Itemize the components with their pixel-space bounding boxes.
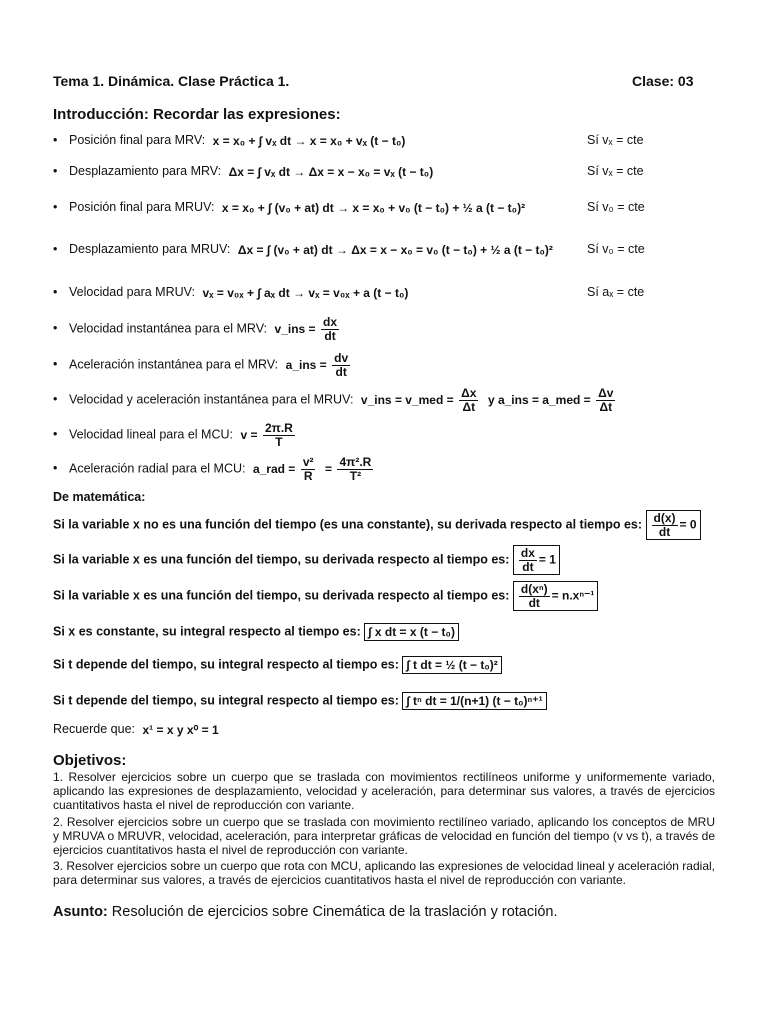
bullet-mrv-instant-velocity: • Velocidad instantánea para el MRV: v_ins = $\frac{dx}{dt}$ [53,315,338,343]
bullet-mruv-instant: • Velocidad y aceleración instantánea para el MRUV: v_ins = v_med = $\frac{\Delta x}{\Delta t}$ y a_ins = a_med = $\frac{\Delta v}{\Delta t}$ [53,386,614,414]
formula-lhs: v = [240,428,258,443]
fraction: $\frac{\text{v²}}{R}$ [302,455,314,483]
bullet-formula: vₓ = v₀ₓ + ∫ aₓ dt → vₓ = v₀ₓ + a (t − t₀) [202,285,409,300]
bullet-mcu-linear-velocity: • Velocidad lineal para el MCU: v = $\frac{2\pi.R}{T}$ [53,421,293,449]
rule-text: Si la variable x es una función del tiempo, su derivada respecto al tiempo es: [53,552,510,567]
bullet-condition: Sí vₓ = cte [587,164,644,178]
objetivos-heading: Objetivos: [53,752,127,769]
bullet-formula: x = x₀ + ∫ vₓ dt → x = x₀ + vₓ (t − t₀) [212,133,406,148]
formula-box: ∫ tⁿ dt = 1/(n+1) (t − t₀)ⁿ⁺¹ [402,692,546,710]
class-number: Clase: 03 [632,73,694,89]
formula-lhs: a_rad = [252,462,296,477]
bullet-condition: Sí vₓ = cte [587,133,644,147]
asunto-line [53,904,558,920]
objetivo-2: 2. Resolver ejercicios sobre un cuerpo que se traslada con movimiento rectilíneo variado, aplicando los conceptos de MRU y MRUVA o MRUVR, velocidad, aceleración, para interpretar gráficas de velocidad en función del tiempo (v vs t), a través de ejercicios cuantitativos hasta el nivel de reproducción con variante. [53,815,715,858]
objetivo-3: 3. Resolver ejercicios sobre un cuerpo que rota con MCU, aplicando las expresiones de velocidad lineal y aceleración radial, para determinar sus valores, a través de ejercicios cuantitativos hasta el nivel de reproducción con variante. [53,859,715,888]
fraction: $\frac{\Delta v}{\Delta t}$ [598,386,614,414]
rule-text: Si la variable x es una función del tiempo, su derivada respecto al tiempo es: [53,588,510,603]
formula-lhs: v_ins = v_med = [360,393,454,408]
intro-heading: Introducción: Recordar las expresiones: [53,106,341,123]
bullet-mruv-velocity: • Velocidad para MRUV: vₓ = v₀ₓ + ∫ aₓ dt → vₓ = v₀ₓ + a (t − t₀) [53,285,409,300]
bullet-formula: Δx = ∫ vₓ dt → Δx = x − x₀ = vₓ (t − t₀) [228,164,434,179]
math-rule-constant-integral [53,623,459,641]
objetivo-1: 1. Resolver ejercicios sobre un cuerpo que se traslada con movimientos rectilíneos uniforme y uniformemente variado, aplicando las expresiones de desplazamiento, velocidad y aceleración, para determinar sus valores, a través de ejercicios cuantitativos hasta el nivel de reproducción con variante. [53,770,715,813]
bullet-mcu-radial-acceleration: • Aceleración radial para el MCU: a_rad = $\frac{\text{v²}}{R}$ = $\frac{\text{4π².R}}{\text{T²}}$ [53,455,372,483]
bullet-label: Posición final para MRUV: [69,200,215,214]
bullet-label: Desplazamiento para MRV: [69,164,222,178]
asunto-text: Resolución de ejercicios sobre Cinemática de la traslación y rotación. [111,904,558,920]
fraction: $\frac{\text{4π².R}}{\text{T²}}$ [339,455,372,483]
recuerde-label: Recuerde que: [53,722,136,736]
formula-box: ∫ x dt = x (t − t₀) [364,623,459,641]
formula-lhs: a_ins = [285,358,327,373]
formula-box: $\frac{dx}{dt}$ = 1 [513,545,560,575]
fraction: $\frac{\Delta x}{\Delta t}$ [461,386,477,414]
recuerde-line [53,722,219,737]
bullet-mrv-instant-acceleration: • Aceleración instantánea para el MRV: a_ins = $\frac{dv}{dt}$ [53,351,349,379]
asunto-label: Asunto: [53,904,108,920]
bullet-formula: x = x₀ + ∫ (v₀ + at) dt → x = x₀ + v₀ (t − t₀) + ½ a (t − t₀)² [221,200,526,215]
formula-mid: y a_ins = a_med = [487,393,591,408]
bullet-condition: Sí v₀ = cte [587,200,645,214]
bullet-formula: Δx = ∫ (v₀ + at) dt → Δx = x − x₀ = v₀ (t − t₀) + ½ a (t − t₀)² [237,242,553,257]
math-rule-variable-derivative [53,545,560,575]
document-title: Tema 1. Dinámica. Clase Práctica 1. [53,73,290,89]
bullet-mruv-displacement: • Desplazamiento para MRUV: Δx = ∫ (v₀ + at) dt → Δx = x − x₀ = v₀ (t − t₀) + ½ a (t − t₀)² [53,242,553,257]
fraction: $\frac{dv}{dt}$ [334,351,349,379]
bullet-label: Velocidad y aceleración instantánea para el MRUV: [69,392,354,407]
bullet-label: Velocidad lineal para el MCU: [69,427,233,442]
bullet-mrv-position: • Posición final para MRV: x = x₀ + ∫ vₓ dt → x = x₀ + vₓ (t − t₀) [53,133,406,148]
math-rule-power-derivative [53,581,598,611]
rule-text: Si t depende del tiempo, su integral respecto al tiempo es: [53,693,399,708]
formula-box: ∫ t dt = ½ (t − t₀)² [402,656,501,674]
formula-mid: = [324,462,332,477]
math-rule-constant-derivative [53,510,701,540]
formula-box: $\frac{d(x)}{dt}$ = 0 [646,510,701,540]
recuerde-formula: x¹ = x y x⁰ = 1 [142,722,219,737]
bullet-label: Aceleración instantánea para el MRV: [69,357,279,372]
fraction: $\frac{dx}{dt}$ [323,315,338,343]
rule-text: Si x es constante, su integral respecto al tiempo es: [53,624,361,639]
rule-text: Si la variable x no es una función del tiempo (es una constante), su derivada respecto al tiempo es: [53,517,643,532]
math-heading: De matemática: [53,490,146,504]
math-rule-power-integral [53,692,547,710]
bullet-label: Desplazamiento para MRUV: [69,242,231,256]
math-rule-variable-integral [53,656,502,674]
formula-box: $\frac{\text{d(xⁿ)}}{dt}$ = n.xⁿ⁻¹ [513,581,599,611]
bullet-mrv-displacement: • Desplazamiento para MRV: Δx = ∫ vₓ dt → Δx = x − x₀ = vₓ (t − t₀) [53,164,434,179]
bullet-label: Aceleración radial para el MCU: [69,461,246,476]
formula-lhs: v_ins = [274,322,316,337]
rule-text: Si t depende del tiempo, su integral respecto al tiempo es: [53,657,399,672]
bullet-condition: Sí v₀ = cte [587,242,645,256]
bullet-mruv-position: • Posición final para MRUV: x = x₀ + ∫ (v₀ + at) dt → x = x₀ + v₀ (t − t₀) + ½ a (t − t₀)² [53,200,526,215]
bullet-label: Velocidad instantánea para el MRV: [69,321,268,336]
fraction: $\frac{2\pi.R}{T}$ [264,421,293,449]
bullet-condition: Sí aₓ = cte [587,285,645,299]
bullet-label: Posición final para MRV: [69,133,206,147]
bullet-label: Velocidad para MRUV: [69,285,195,299]
